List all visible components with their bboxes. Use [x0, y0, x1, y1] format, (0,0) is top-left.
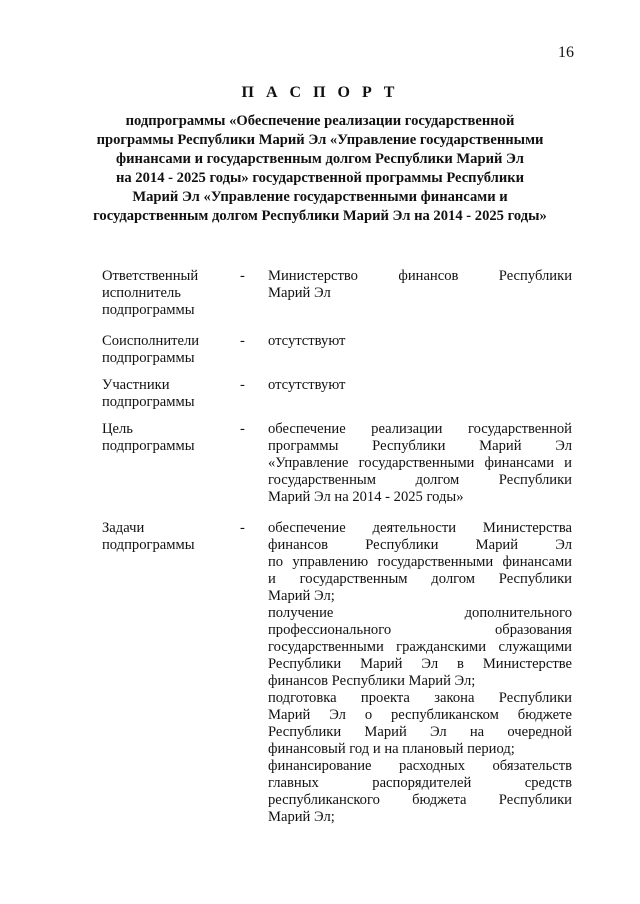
value-line: обеспечение реализации государственной	[268, 421, 572, 437]
value-line: Марий Эл о республиканском бюджете	[268, 707, 572, 723]
value-line: Марий Эл на 2014 - 2025 годы»	[268, 489, 464, 505]
value-line: получение дополнительного	[268, 605, 572, 621]
passport-title: П А С П О Р Т	[241, 84, 399, 101]
row-dash: -	[240, 421, 245, 437]
label-line: Ответственный	[102, 268, 199, 284]
row-value	[268, 520, 572, 826]
value-line: отсутствуют	[268, 377, 346, 393]
passport-row-co-executors	[102, 333, 572, 367]
value-line: главных распорядителей средств	[268, 775, 572, 791]
row-value	[268, 268, 572, 319]
passport-row-participants	[102, 377, 572, 411]
row-value	[268, 421, 572, 506]
label-line: исполнитель	[102, 285, 181, 301]
passport-row-goal	[102, 421, 572, 506]
row-dash: -	[240, 377, 245, 393]
label-line: Участники	[102, 377, 170, 393]
label-line: Цель	[102, 421, 133, 437]
passport-row-tasks	[102, 520, 572, 826]
label-line: подпрограммы	[102, 302, 195, 318]
value-line: «Управление государственными финансами и	[268, 455, 572, 471]
subtitle-line: Марий Эл «Управление государственными финансами и	[132, 189, 508, 205]
row-label	[102, 520, 240, 826]
value-line: и государственным долгом Республики	[268, 571, 572, 587]
value-line: профессионального образования	[268, 622, 572, 638]
value-line: республиканского бюджета Республики	[268, 792, 572, 808]
row-value	[268, 377, 572, 411]
value-line: Республики Марий Эл в Министерстве	[268, 656, 572, 672]
row-dash: -	[240, 520, 245, 536]
value-line: программы Республики Марий Эл	[268, 438, 572, 454]
value-line: государственным долгом Республики	[268, 472, 572, 488]
value-line: отсутствуют	[268, 333, 346, 349]
value-line: подготовка проекта закона Республики	[268, 690, 572, 706]
value-line: обеспечение деятельности Министерства	[268, 520, 572, 536]
label-line: подпрограммы	[102, 537, 195, 553]
value-line: Министерство финансов Республики	[268, 268, 572, 284]
label-line: Задачи	[102, 520, 145, 536]
subtitle-line: подпрограммы «Обеспечение реализации государственной	[125, 113, 515, 129]
value-line: финансовый год и на плановый период;	[268, 741, 515, 757]
value-line: Марий Эл;	[268, 588, 335, 604]
subtitle-line: государственным долгом Республики Марий Эл на 2014 - 2025 годы»	[93, 208, 547, 224]
label-line: подпрограммы	[102, 438, 195, 454]
value-line: финансирование расходных обязательств	[268, 758, 572, 774]
subtitle-line: финансами и государственным долгом Республики Марий Эл	[116, 151, 524, 167]
label-line: подпрограммы	[102, 394, 195, 410]
passport-row-responsible	[102, 268, 572, 319]
subtitle-line: программы Республики Марий Эл «Управление государственными	[96, 132, 544, 148]
row-label	[102, 421, 240, 506]
passport-table	[102, 268, 572, 826]
label-line: подпрограммы	[102, 350, 195, 366]
row-label	[102, 377, 240, 411]
value-line: по управлению государственными финансами	[268, 554, 572, 570]
subtitle-line: на 2014 - 2025 годы» государственной программы Республики	[115, 170, 525, 186]
row-value	[268, 333, 572, 367]
label-line: Соисполнители	[102, 333, 200, 349]
value-line: Марий Эл	[268, 285, 331, 301]
subprogram-subtitle	[0, 112, 640, 226]
row-dash: -	[240, 268, 245, 284]
page-number: 16	[558, 44, 574, 61]
row-label	[102, 333, 240, 367]
value-line: Республики Марий Эл на очередной	[268, 724, 572, 740]
row-dash: -	[240, 333, 245, 349]
value-line: финансов Республики Марий Эл;	[268, 673, 476, 689]
value-line: финансов Республики Марий Эл	[268, 537, 572, 553]
value-line: Марий Эл;	[268, 809, 335, 825]
value-line: государственными гражданскими служащими	[268, 639, 572, 655]
row-label	[102, 268, 240, 319]
